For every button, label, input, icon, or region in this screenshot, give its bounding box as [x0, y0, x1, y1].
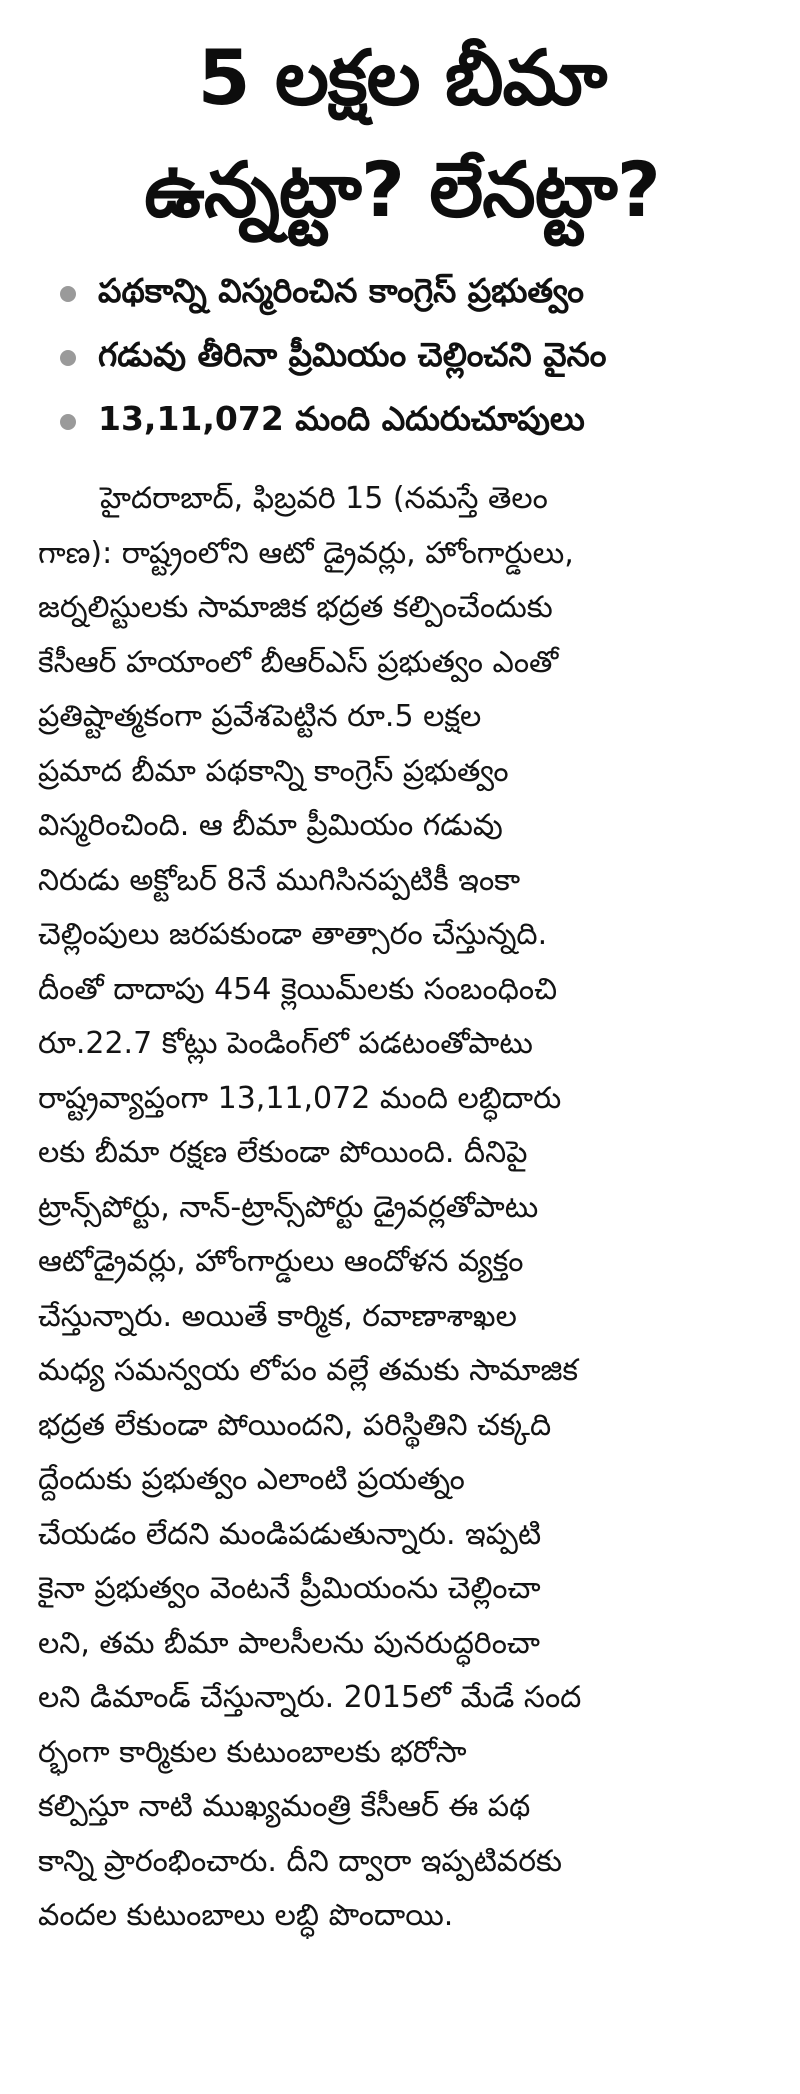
body-line: చేయడం లేదని మండిపడుతున్నారు. ఇప్పటి	[38, 1516, 542, 1552]
body-line: రాష్ట్రవ్యాప్తంగా 13,11,072 మంది లబ్ధిదారు	[38, 1080, 562, 1116]
highlight-item	[38, 390, 766, 454]
body-line: కేసీఆర్ హయాంలో బీఆర్ఎస్ ప్రభుత్వం ఎంతో	[38, 644, 559, 680]
body-line: నిరుడు అక్టోబర్ 8నే ముగిసినప్పటికీ ఇంకా	[38, 862, 521, 898]
bullet-dot-icon	[60, 286, 76, 302]
body-line: దీంతో దాదాపు 454 క్లెయిమ్‌లకు సంబంధించి	[38, 971, 558, 1007]
body-line: ప్రమాద బీమా పథకాన్ని కాంగ్రెస్ ప్రభుత్వం	[38, 753, 509, 789]
highlight-text: 13,11,072 మంది ఎదురుచూపులు	[98, 398, 585, 438]
body-line: ఆటోడ్రైవర్లు, హోంగార్డులు ఆందోళన వ్యక్తం	[38, 1244, 524, 1279]
body-line: జర్నలిస్టులకు సామాజిక భద్రత కల్పించేందుకు	[38, 590, 553, 625]
article-body	[38, 472, 766, 1944]
body-line: కల్పిస్తూ నాటి ముఖ్యమంత్రి కేసీఆర్ ఈ పథ	[38, 1789, 531, 1824]
highlight-text: గడువు తీరినా ప్రీమియం చెల్లించని వైనం	[98, 334, 607, 374]
headline-line-1: 5 లక్షల బీమా	[197, 33, 607, 122]
highlights-list	[38, 262, 766, 454]
body-line: లని, తమ బీమా పాలసీలను పునరుద్ధరించా	[38, 1625, 541, 1661]
highlight-item	[38, 326, 766, 390]
body-line: కాన్ని ప్రారంభించారు. దీని ద్వారా ఇప్పటివరకు	[38, 1843, 563, 1879]
body-line: కైనా ప్రభుత్వం వెంటనే ప్రీమియంను చెల్లించా	[38, 1571, 541, 1606]
body-line: హైదరాబాద్, ఫిబ్రవరి 15 (నమస్తే తెలం	[100, 481, 548, 516]
bullet-dot-icon	[60, 350, 76, 366]
highlight-text: పథకాన్ని విస్మరించిన కాంగ్రెస్ ప్రభుత్వం	[98, 270, 585, 310]
body-line: మధ్య సమన్వయ లోపం వల్లే తమకు సామాజిక	[38, 1353, 579, 1388]
body-line: ప్రతిష్టాత్మకంగా ప్రవేశపెట్టిన రూ.5 లక్షల	[38, 699, 482, 734]
body-line: లని డిమాండ్ చేస్తున్నారు. 2015లో మేడే సంద	[38, 1680, 582, 1715]
body-line: వందల కుటుంబాలు లబ్ధి పొందాయి.	[38, 1898, 454, 1933]
body-line: విస్మరించింది. ఆ బీమా ప్రీమియం గడువు	[38, 808, 503, 843]
headline-line-2: ఉన్నట్టా? లేనట్టా?	[144, 145, 660, 234]
body-line: ట్రాన్స్‌పోర్టు, నాన్-ట్రాన్స్‌పోర్టు డ్రైవర్లతోపాటు	[38, 1189, 539, 1225]
body-line: ద్దేందుకు ప్రభుత్వం ఎలాంటి ప్రయత్నం	[38, 1462, 465, 1497]
bullet-dot-icon	[60, 414, 76, 430]
body-line: చెల్లింపులు జరపకుండా తాత్సారం చేస్తున్నది.	[38, 917, 548, 952]
body-line: లకు బీమా రక్షణ లేకుండా పోయింది. దీనిపై	[38, 1135, 528, 1170]
body-line: గాణ): రాష్ట్రంలోని ఆటో డ్రైవర్లు, హోంగార్డులు,	[38, 535, 574, 571]
body-line: భద్రత లేకుండా పోయిందని, పరిస్థితిని చక్కది	[38, 1407, 552, 1443]
body-line: చేస్తున్నారు. అయితే కార్మిక, రవాణాశాఖల	[38, 1298, 517, 1334]
highlight-item	[38, 262, 766, 326]
body-line: ర్భంగా కార్మికుల కుటుంబాలకు భరోసా	[38, 1734, 467, 1770]
body-line: రూ.22.7 కోట్లు పెండింగ్‌లో పడటంతోపాటు	[38, 1026, 533, 1061]
headline	[38, 22, 766, 246]
